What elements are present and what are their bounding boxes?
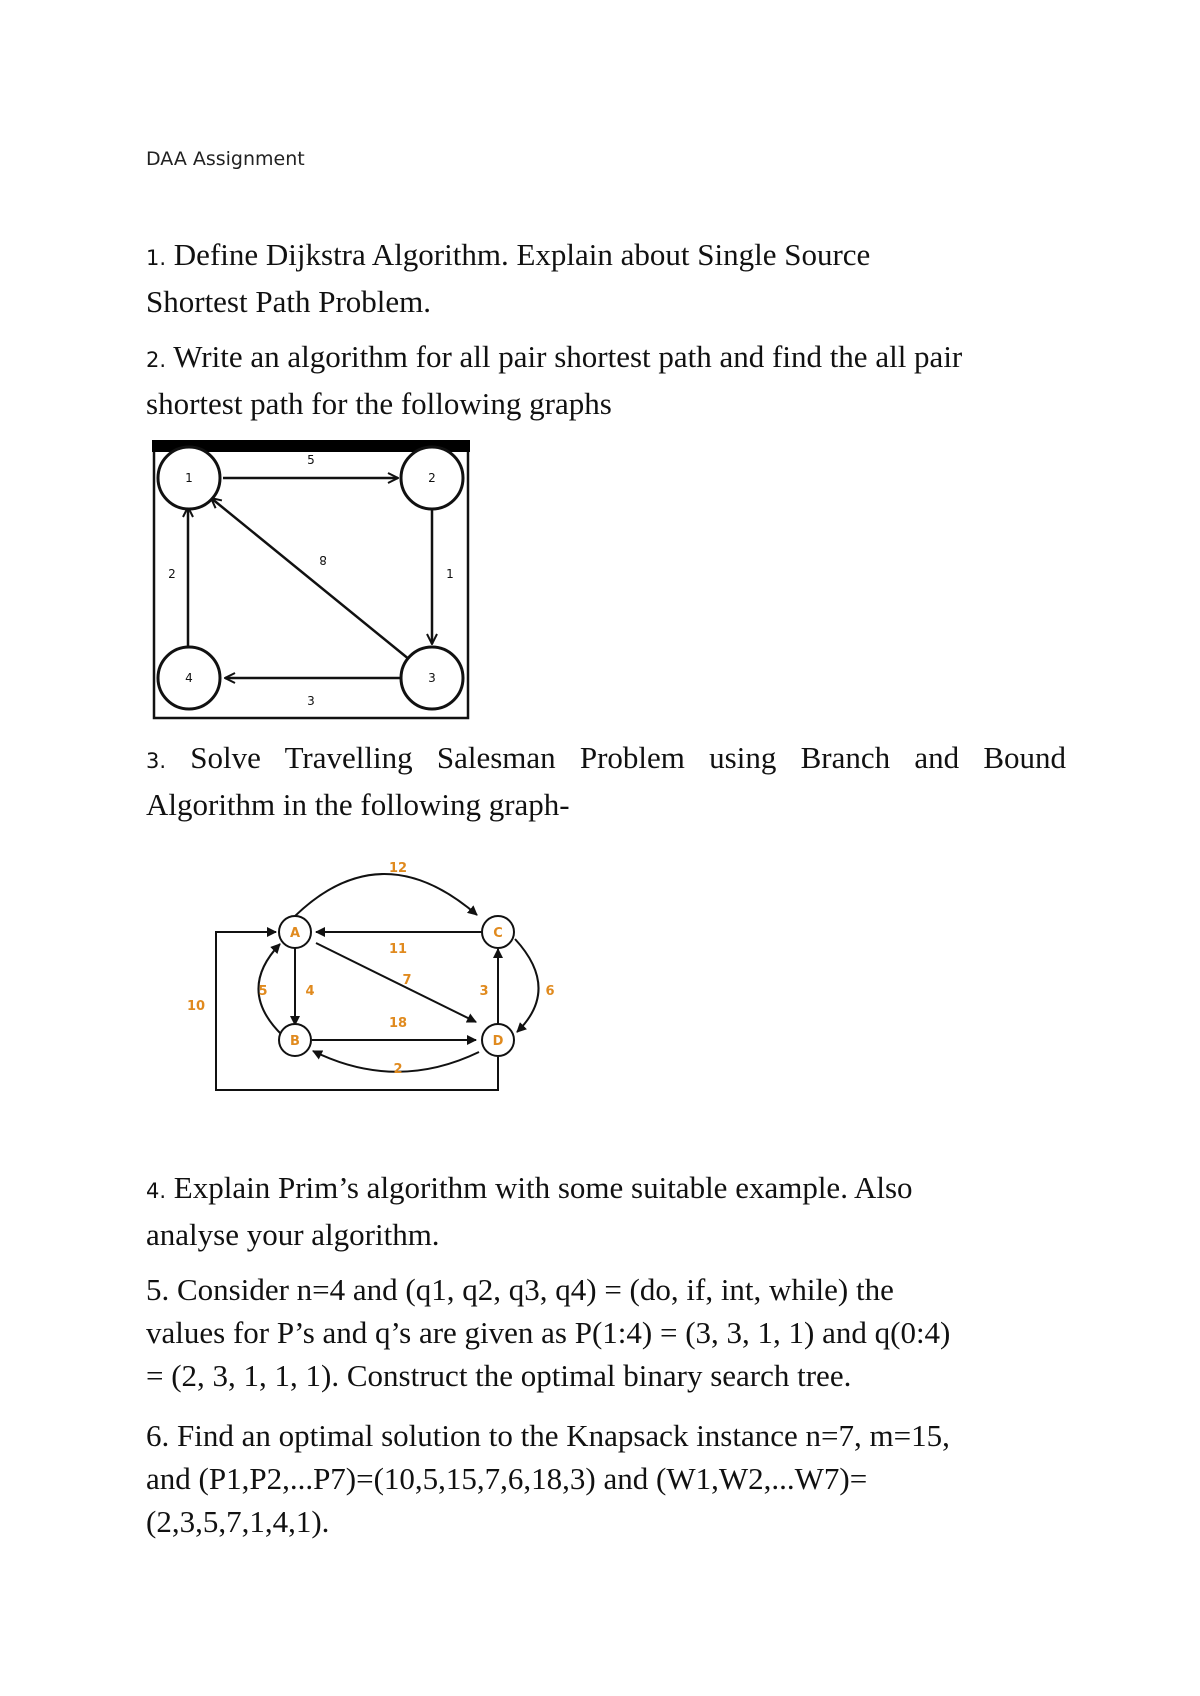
question-text: = (2, 3, 1, 1, 1). Construct the optimal binary search tree. [146, 1358, 852, 1393]
node-4 [158, 647, 220, 709]
graph-q3 [176, 852, 576, 1104]
question-text: Explain Prim’s algorithm with some suitable example. Also [173, 1170, 913, 1205]
question-4 [146, 1166, 1066, 1256]
node-C [482, 916, 514, 948]
question-number: 5. [146, 1272, 170, 1307]
question-number: 1. [146, 246, 167, 270]
node-A [279, 916, 311, 948]
weight-4-1: 2 [168, 567, 176, 581]
weight-C-A: 11 [388, 942, 408, 957]
weight-1-2: 5 [307, 453, 315, 467]
weight-3-4: 3 [307, 694, 315, 708]
question-text: Find an optimal solution to the Knapsack instance n=7, m=15, [177, 1418, 950, 1453]
question-3 [146, 736, 1066, 826]
edge-C-D [515, 939, 539, 1032]
weight-D-A: 10 [186, 999, 206, 1014]
question-number: 2. [146, 348, 167, 372]
svg-text:2: 2 [428, 471, 436, 485]
question-6 [146, 1414, 1066, 1543]
weight-B-A: 5 [258, 984, 268, 999]
document-title: DAA Assignment [146, 148, 305, 170]
question-text: and (P1,P2,...P7)=(10,5,15,7,6,18,3) and (W1,W2,...W7)= [146, 1461, 868, 1496]
svg-text:B: B [290, 1034, 300, 1049]
question-text: Algorithm in the following graph- [146, 787, 570, 822]
edge-A-C [294, 874, 477, 917]
question-text: Consider n=4 and (q1, q2, q3, q4) = (do, if, int, while) the [177, 1272, 894, 1307]
question-text: Define Dijkstra Algorithm. Explain about Single Source [173, 237, 871, 272]
question-2 [146, 335, 1066, 425]
svg-text:C: C [493, 926, 503, 941]
question-number: 4. [146, 1179, 167, 1203]
question-text: shortest path for the following graphs [146, 386, 612, 421]
node-B [279, 1024, 311, 1056]
question-text: analyse your algorithm. [146, 1217, 440, 1252]
svg-text:A: A [289, 926, 301, 941]
weight-A-D: 7 [402, 973, 412, 988]
question-number: 3. [146, 749, 167, 773]
weight-D-C: 3 [479, 984, 489, 999]
weight-3-1: 8 [319, 553, 327, 567]
weight-C-D: 6 [545, 984, 555, 999]
weight-A-B: 4 [305, 984, 315, 999]
svg-text:D: D [492, 1034, 504, 1049]
question-text: Shortest Path Problem. [146, 284, 432, 319]
svg-text:4: 4 [185, 671, 193, 685]
question-text: Solve Travelling Salesman Problem using Branch and Bound [190, 740, 1066, 775]
question-number: 6. [146, 1418, 170, 1453]
weight-B-D: 18 [388, 1016, 408, 1031]
question-5 [146, 1268, 1066, 1397]
question-text: (2,3,5,7,1,4,1). [146, 1504, 330, 1539]
node-3 [401, 647, 463, 709]
weight-A-C: 12 [388, 861, 408, 876]
question-text: Write an algorithm for all pair shortest path and find the all pair [173, 339, 963, 374]
node-1 [158, 447, 220, 509]
question-text: values for P’s and q’s are given as P(1:4) = (3, 3, 1, 1) and q(0:4) [146, 1315, 951, 1350]
svg-text:3: 3 [428, 671, 436, 685]
question-1 [146, 233, 1066, 323]
node-D [482, 1024, 514, 1056]
graph-q2 [152, 440, 472, 722]
svg-text:1: 1 [185, 471, 193, 485]
weight-2-3: 1 [446, 567, 454, 581]
edge-3-1 [211, 498, 410, 660]
node-2 [401, 447, 463, 509]
weight-D-B: 2 [393, 1062, 403, 1077]
